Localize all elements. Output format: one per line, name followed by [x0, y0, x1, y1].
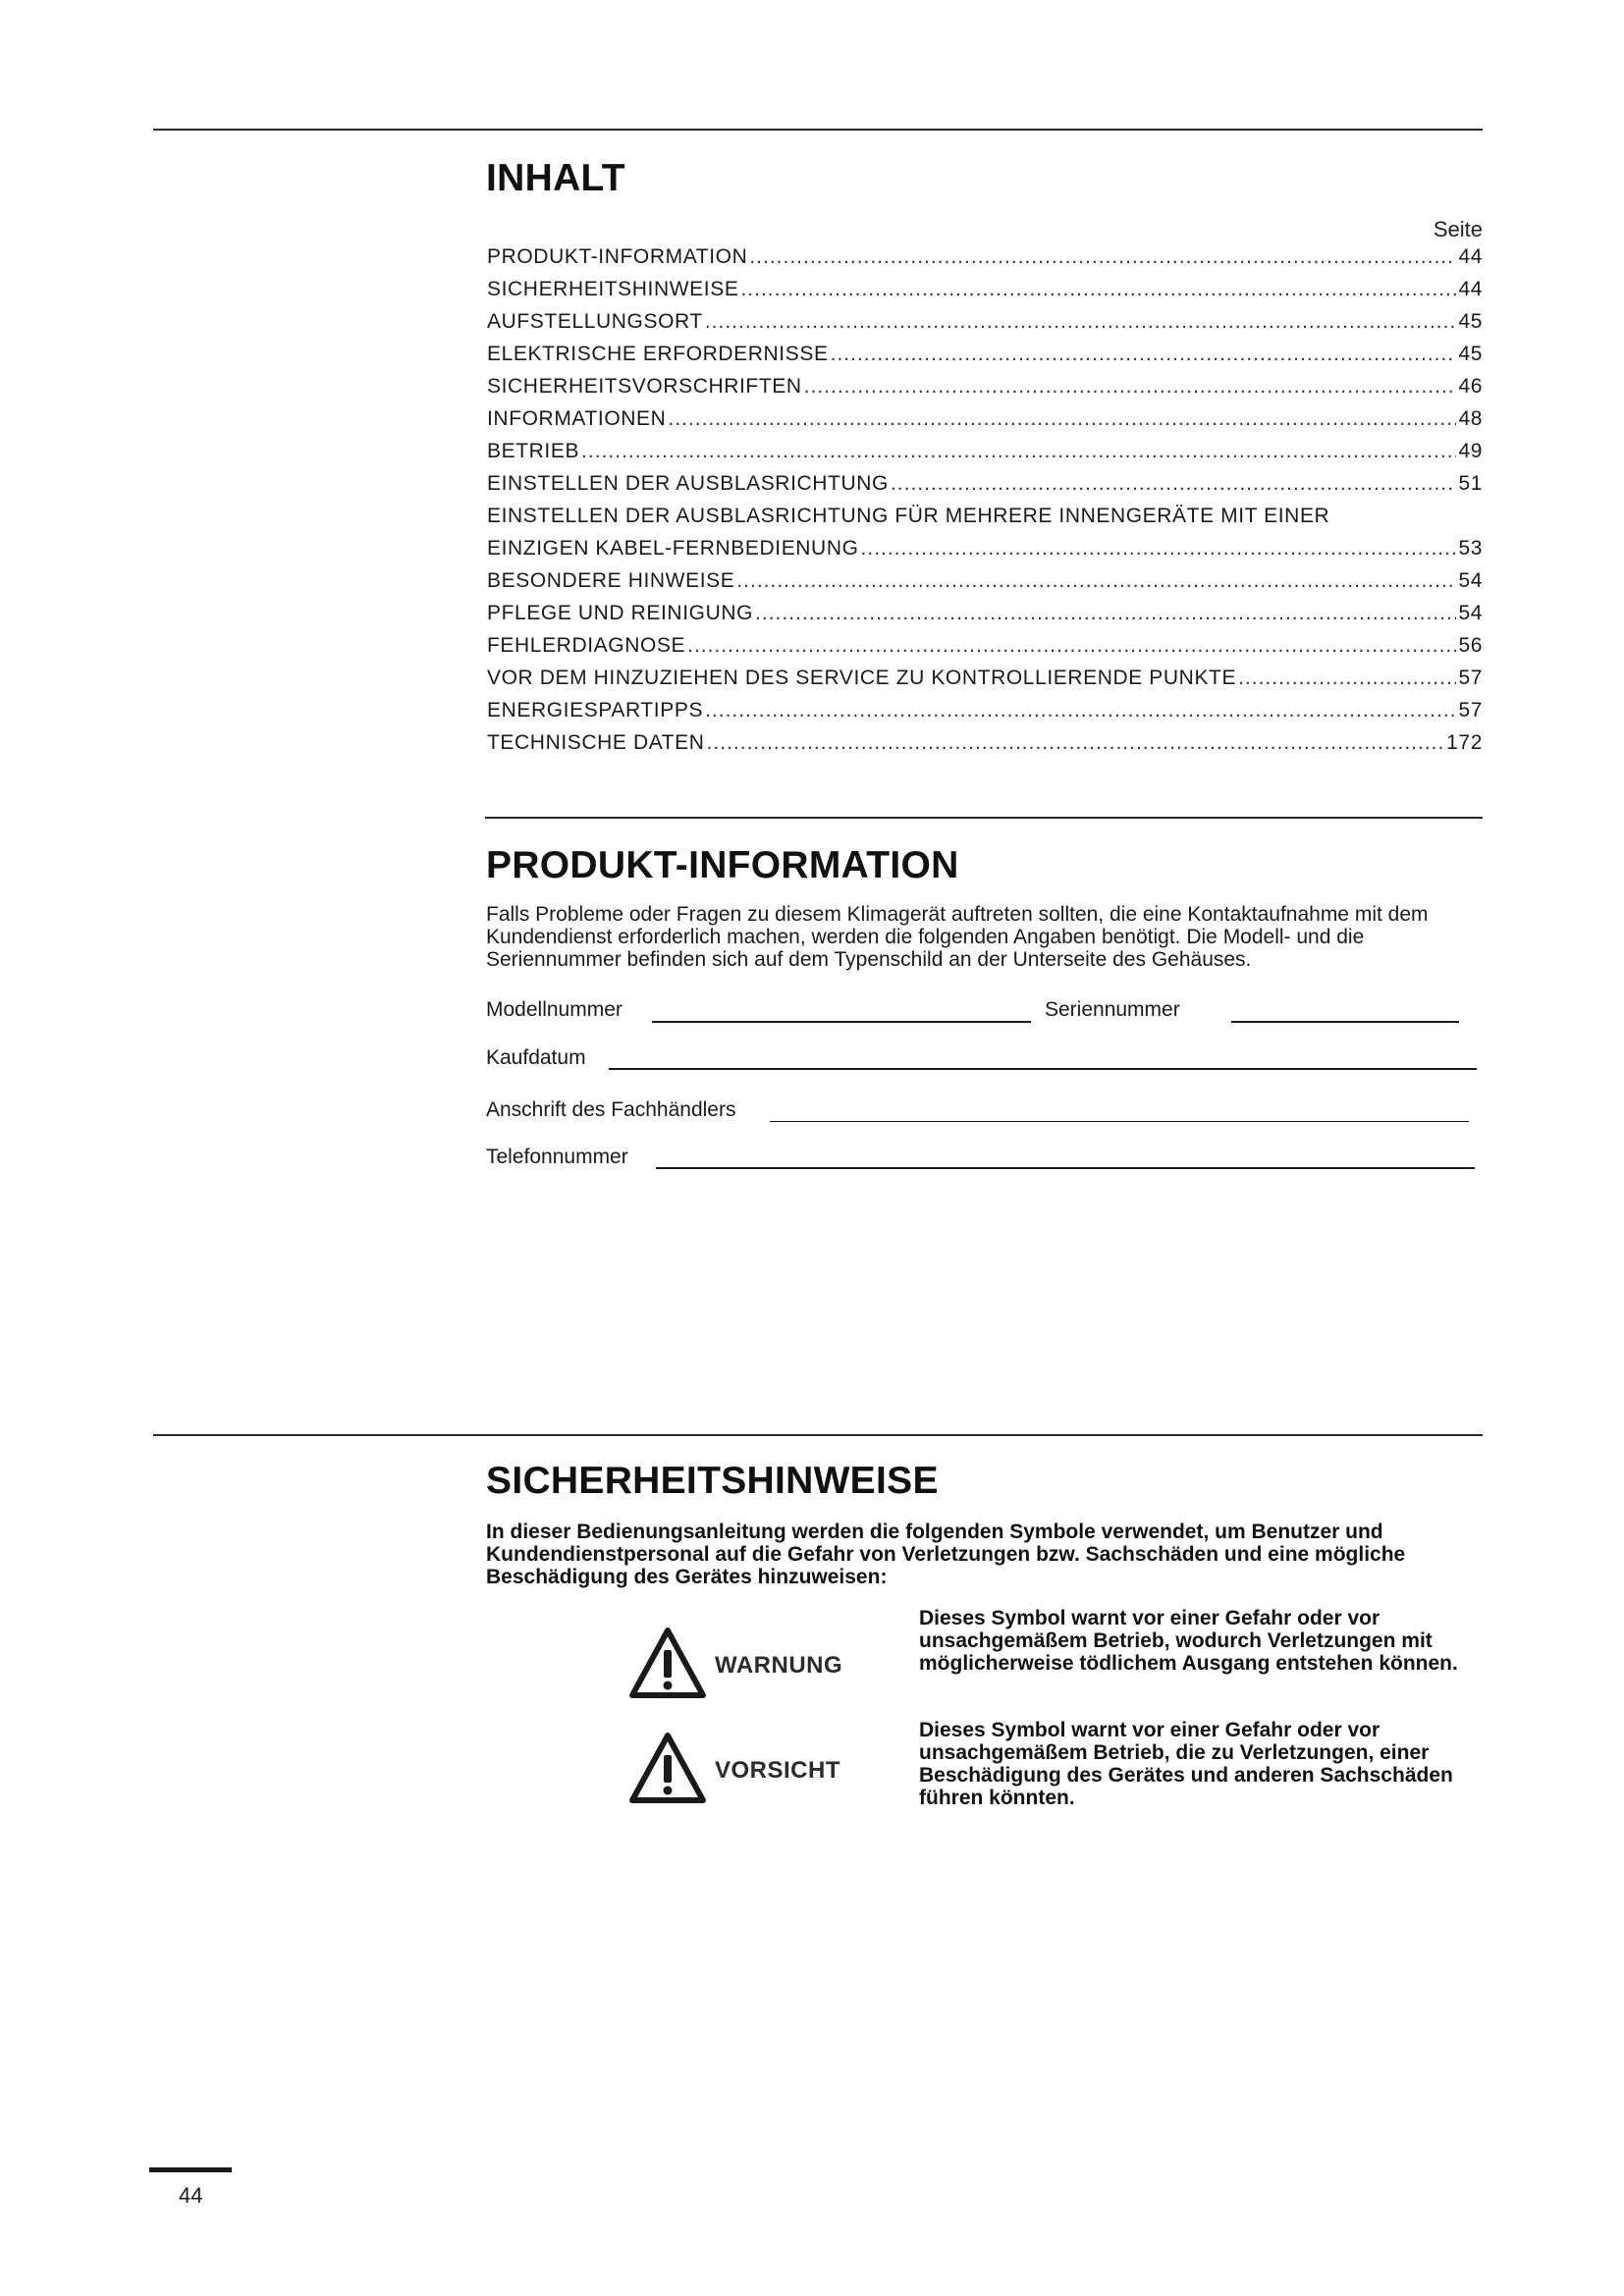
toc-entry-page: 49 [1458, 440, 1483, 462]
product-info-paragraph: Falls Probleme oder Fragen zu diesem Klimagerät auftreten sollten, die eine Kontaktaufnahme mit dem Kundendienst erforderlich machen, werden die folgenden Angaben benötigt. Die Modell- und die Seriennummer befinden sich auf dem Typenschild an der Unterseite des Gehäuses. [486, 903, 1429, 971]
purchase-date-label: Kaufdatum [486, 1046, 586, 1069]
serial-number-field[interactable] [1231, 1021, 1459, 1023]
toc-entry-title: BETRIEB [487, 440, 580, 462]
safety-heading: SICHERHEITSHINWEISE [486, 1460, 939, 1502]
toc-leader-dots [740, 278, 1456, 301]
warning-symbol-description: Dieses Symbol warnt vor einer Gefahr oder vor unsachgemäßem Betrieb, wodurch Verletzungen mit möglicherweise tödlichem Ausgang entstehen können. [919, 1607, 1458, 1675]
toc-entry[interactable] [487, 407, 1483, 440]
toc-entry[interactable] [487, 375, 1483, 407]
table-of-contents [487, 245, 1483, 764]
toc-leader-dots [891, 472, 1457, 496]
model-number-label: Modellnummer [486, 998, 623, 1021]
toc-entry[interactable] [487, 634, 1483, 667]
toc-entry-page: 45 [1458, 310, 1483, 333]
toc-entry-page: 48 [1458, 407, 1483, 430]
toc-entry-title: ELEKTRISCHE ERFORDERNISSE [487, 343, 829, 365]
toc-leader-dots [749, 245, 1456, 269]
toc-entry[interactable] [487, 699, 1483, 731]
toc-heading: INHALT [486, 157, 625, 199]
toc-entry-title: SICHERHEITSHINWEISE [487, 278, 739, 300]
toc-entry[interactable] [487, 731, 1483, 764]
toc-entry-title: ENERGIESPARTIPPS [487, 699, 704, 721]
toc-entry-title: PRODUKT-INFORMATION [487, 245, 748, 268]
toc-leader-dots [755, 602, 1456, 625]
toc-leader-dots [831, 343, 1457, 366]
phone-number-field[interactable] [656, 1167, 1475, 1169]
toc-entry-title: SICHERHEITSVORSCHRIFTEN [487, 375, 802, 398]
product-info-heading: PRODUKT-INFORMATION [486, 844, 959, 886]
toc-entry-title: AUFSTELLUNGSORT [487, 310, 703, 333]
toc-entry[interactable] [487, 310, 1483, 343]
toc-entry-title: TECHNISCHE DATEN [487, 731, 705, 754]
toc-leader-dots [861, 537, 1457, 561]
toc-entry-page: 44 [1458, 278, 1483, 300]
toc-entry[interactable] [487, 440, 1483, 472]
toc-entry-title: BESONDERE HINWEISE [487, 569, 735, 592]
top-divider [153, 129, 1483, 131]
toc-entry-title: EINZIGEN KABEL-FERNBEDIENUNG [487, 537, 859, 560]
page-number: 44 [179, 2183, 203, 2208]
toc-entry-page: 44 [1458, 245, 1483, 268]
toc-entry-page: 54 [1458, 602, 1483, 624]
serial-number-label: Seriennummer [1045, 998, 1180, 1021]
toc-leader-dots [736, 569, 1456, 593]
toc-entry-title: VOR DEM HINZUZIEHEN DES SERVICE ZU KONTROLLIERENDE PUNKTE [487, 667, 1237, 689]
toc-entry[interactable] [487, 343, 1483, 375]
phone-number-label: Telefonnummer [486, 1146, 628, 1168]
toc-entry[interactable] [487, 245, 1483, 278]
dealer-address-field[interactable] [770, 1121, 1469, 1122]
toc-leader-dots [705, 310, 1457, 334]
toc-leader-dots [705, 699, 1456, 722]
toc-entry-page: 54 [1458, 569, 1483, 592]
toc-entry[interactable] [487, 602, 1483, 634]
toc-entry-page: 56 [1458, 634, 1483, 657]
toc-entry-page: 45 [1458, 343, 1483, 365]
warning-triangle-icon [628, 1625, 707, 1701]
warning-symbol [628, 1625, 864, 1703]
toc-entry-page: 57 [1458, 667, 1483, 689]
toc-leader-dots [1238, 667, 1456, 690]
toc-entry[interactable] [487, 278, 1483, 310]
toc-entry-title: PFLEGE UND REINIGUNG [487, 602, 754, 624]
toc-leader-dots [707, 731, 1445, 755]
caution-symbol [628, 1730, 864, 1808]
toc-page-column-label: Seite [1433, 217, 1483, 241]
toc-entry-title-line1[interactable]: EINSTELLEN DER AUSBLASRICHTUNG FÜR MEHRERE INNENGERÄTE MIT EINER [487, 505, 1330, 527]
toc-entry-page: 172 [1446, 731, 1483, 754]
model-number-field[interactable] [652, 1021, 1031, 1023]
warning-triangle-icon [628, 1730, 707, 1806]
section-divider [153, 1434, 1483, 1436]
page-number-bar [149, 2167, 232, 2172]
dealer-address-label: Anschrift des Fachhändlers [486, 1098, 736, 1121]
toc-entry-page: 51 [1458, 472, 1483, 495]
toc-entry[interactable] [487, 569, 1483, 602]
warning-symbol-label: WARNUNG [715, 1652, 843, 1679]
toc-entry-page: 57 [1458, 699, 1483, 721]
toc-leader-dots [668, 407, 1456, 431]
toc-entry-title: INFORMATIONEN [487, 407, 667, 430]
toc-entry-page: 53 [1458, 537, 1483, 560]
section-divider [485, 817, 1483, 819]
toc-leader-dots [581, 440, 1456, 463]
toc-entry-page: 46 [1458, 375, 1483, 398]
toc-entry-title: EINSTELLEN DER AUSBLASRICHTUNG [487, 472, 889, 495]
caution-symbol-description: Dieses Symbol warnt vor einer Gefahr oder vor unsachgemäßem Betrieb, die zu Verletzungen, einer Beschädigung des Gerätes und anderen Sachschäden führen könnten. [919, 1719, 1453, 1809]
toc-leader-dots [804, 375, 1457, 399]
caution-symbol-label: VORSICHT [715, 1757, 841, 1784]
toc-entry[interactable] [487, 667, 1483, 699]
safety-intro-paragraph: In dieser Bedienungsanleitung werden die folgenden Symbole verwendet, um Benutzer und Kundendienstpersonal auf die Gefahr von Verletzungen bzw. Sachschäden und eine mögliche Beschädigung des Gerätes hinzuweisen: [486, 1521, 1406, 1588]
toc-entry[interactable] [487, 472, 1483, 505]
toc-leader-dots [687, 634, 1456, 658]
toc-entry[interactable] [487, 537, 1483, 569]
purchase-date-field[interactable] [609, 1068, 1477, 1070]
toc-entry-title: FEHLERDIAGNOSE [487, 634, 686, 657]
